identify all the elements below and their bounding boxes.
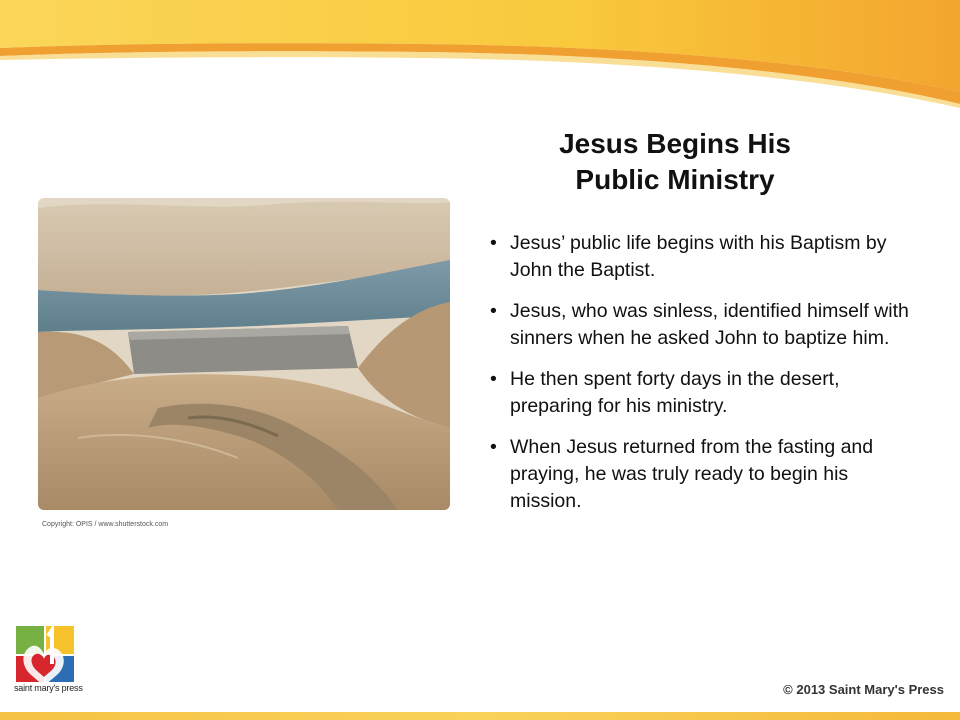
logo-wordmark: saint mary's press	[14, 683, 83, 693]
bullet-marker: •	[490, 300, 497, 322]
footer-stripe	[0, 712, 960, 720]
slide-title-line1: Jesus Begins His	[559, 128, 791, 159]
photo-copyright: Copyright: OPIS / www.shutterstock.com	[42, 521, 169, 528]
bullet-item	[484, 230, 924, 284]
bullet-text: Jesus’ public life begins with his Baptism by John the Baptist.	[510, 232, 887, 281]
bullet-marker: •	[490, 232, 497, 254]
dam-landscape-photo	[38, 198, 450, 510]
bullet-marker: •	[490, 436, 497, 458]
bullet-marker: •	[490, 368, 497, 390]
footer-copyright: © 2013 Saint Mary's Press	[783, 682, 944, 697]
slide-title	[480, 126, 870, 198]
bullet-text: Jesus, who was sinless, identified himself with sinners when he asked John to baptize him.	[510, 300, 909, 349]
bullet-text: He then spent forty days in the desert, preparing for his ministry.	[510, 368, 840, 417]
bullet-item	[484, 434, 924, 515]
bullet-item	[484, 298, 924, 352]
bullet-list	[484, 230, 924, 529]
bullet-item	[484, 366, 924, 420]
slide-title-line2: Public Ministry	[575, 164, 775, 195]
header-swoosh	[0, 0, 960, 110]
bullet-text: When Jesus returned from the fasting and praying, he was truly ready to begin his mission.	[510, 436, 874, 512]
